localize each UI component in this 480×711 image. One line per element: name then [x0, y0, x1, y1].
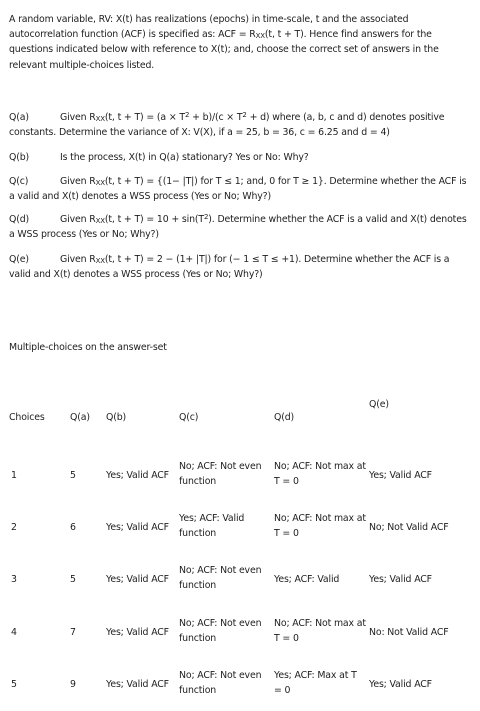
question-a-text: Given $R_{XX}(t$, $t + T) = (a \times T^2 + b)/(c \times T^2 + d)$ where (a, b, c and d) denotes positive constants. Determine the variance of X: V(X), if a = 25, b = 36, c = 6.25 and d = 4) — [9, 111, 445, 139]
question-b-text: Is the process, X(t) in Q(a) stationary? Yes or No: Why? — [60, 152, 309, 163]
table-row-4-qa: 7 — [70, 627, 76, 638]
question-d — [9, 212, 471, 242]
intro-paragraph: A random variable, RV: X(t) has realizations (epochs) in time-scale, t and the associated autocorrelation function (ACF) is specified as: ACF = $R_{XX}(t$, t + T). Hence find answers for the questions indicated below with reference to X(t); and, choose the correct set of answers in the relevant multiple-choices listed. — [9, 14, 439, 71]
table-row-1-qe: Yes; Valid ACF — [369, 470, 432, 481]
header-qc: Q(c) — [179, 412, 199, 423]
header-qb: Q(b) — [106, 412, 127, 423]
question-c-label: Q(c) — [9, 176, 29, 187]
table-row-3-qc: No; ACF: Not even function — [179, 565, 262, 591]
question-b — [9, 150, 471, 165]
table-row-4-qe: No: Not Valid ACF — [369, 627, 449, 638]
header-qa: Q(a) — [70, 412, 90, 423]
table-row-1-qa: 5 — [70, 470, 76, 481]
question-d-text: Given $R_{XX}(t$, $t + T) = 10 + \sin(T^2)$. Determine whether the ACF is a valid and X(t) denotes a WSS process (Yes or No; Why?) — [9, 213, 467, 241]
table-row-2-qa: 6 — [70, 522, 76, 533]
table-row-2-qc: Yes; ACF: Valid function — [179, 513, 245, 539]
table-row-3-qb: Yes; Valid ACF — [106, 574, 169, 585]
question-a-label: Q(a) — [9, 112, 29, 123]
question-e — [9, 252, 471, 282]
table-row-5-choice: 5 — [11, 679, 17, 690]
table-row-3-qd: Yes; ACF: Valid — [274, 574, 340, 585]
question-b-label: Q(b) — [9, 152, 30, 163]
header-choices: Choices — [9, 412, 45, 423]
multiple-choices-heading: Multiple-choices on the answer-set — [9, 342, 167, 353]
question-e-text: Given $R_{XX}(t$, t + T) = 2 − (1+ |T|) for (− 1 ≤ T ≤ +1). Determine whether the ACF is a valid and X(t) denotes a WSS process (Yes or No; Why?) — [9, 254, 450, 281]
table-row-5-qd: Yes; ACF: Max at T = 0 — [274, 670, 357, 696]
table-row-3-qa: 5 — [70, 574, 76, 585]
table-row-5-qc: No; ACF: Not even function — [179, 670, 262, 696]
table-row-4-choice: 4 — [11, 627, 17, 638]
table-row-1-choice: 1 — [11, 470, 17, 481]
table-row-2-choice: 2 — [11, 522, 17, 533]
table-row-4-qc: No; ACF: Not even function — [179, 618, 262, 644]
question-d-label: Q(d) — [9, 214, 30, 225]
question-e-label: Q(e) — [9, 254, 29, 265]
header-qe: Q(e) — [369, 399, 389, 410]
table-row-2-qb: Yes; Valid ACF — [106, 522, 169, 533]
table-row-1-qc: No; ACF: Not even function — [179, 461, 262, 487]
table-row-2-qd: No; ACF: Not max at T = 0 — [274, 513, 366, 539]
table-row-1-qd: No; ACF: Not max at T = 0 — [274, 461, 366, 487]
table-row-1-qb: Yes; Valid ACF — [106, 470, 169, 481]
header-qd: Q(d) — [274, 412, 295, 423]
question-a — [9, 110, 471, 140]
table-row-3-choice: 3 — [11, 574, 17, 585]
table-row-5-qa: 9 — [70, 679, 76, 690]
table-row-5-qe: Yes; Valid ACF — [369, 679, 432, 690]
table-row-4-qd: No; ACF: Not max at T = 0 — [274, 618, 366, 644]
table-row-5-qb: Yes; Valid ACF — [106, 679, 169, 690]
question-c-text: Given $R_{XX}(t$, t + T) = {(1− |T|) for T ≤ 1; and, 0 for T ≥ 1}. Determine whether the ACF is a valid and X(t) denotes a WSS process (Yes or No; Why?) — [9, 176, 467, 203]
table-row-2-qe: No; Not Valid ACF — [369, 522, 449, 533]
table-row-3-qe: Yes; Valid ACF — [369, 574, 432, 585]
question-c — [9, 174, 471, 204]
table-row-4-qb: Yes; Valid ACF — [106, 627, 169, 638]
